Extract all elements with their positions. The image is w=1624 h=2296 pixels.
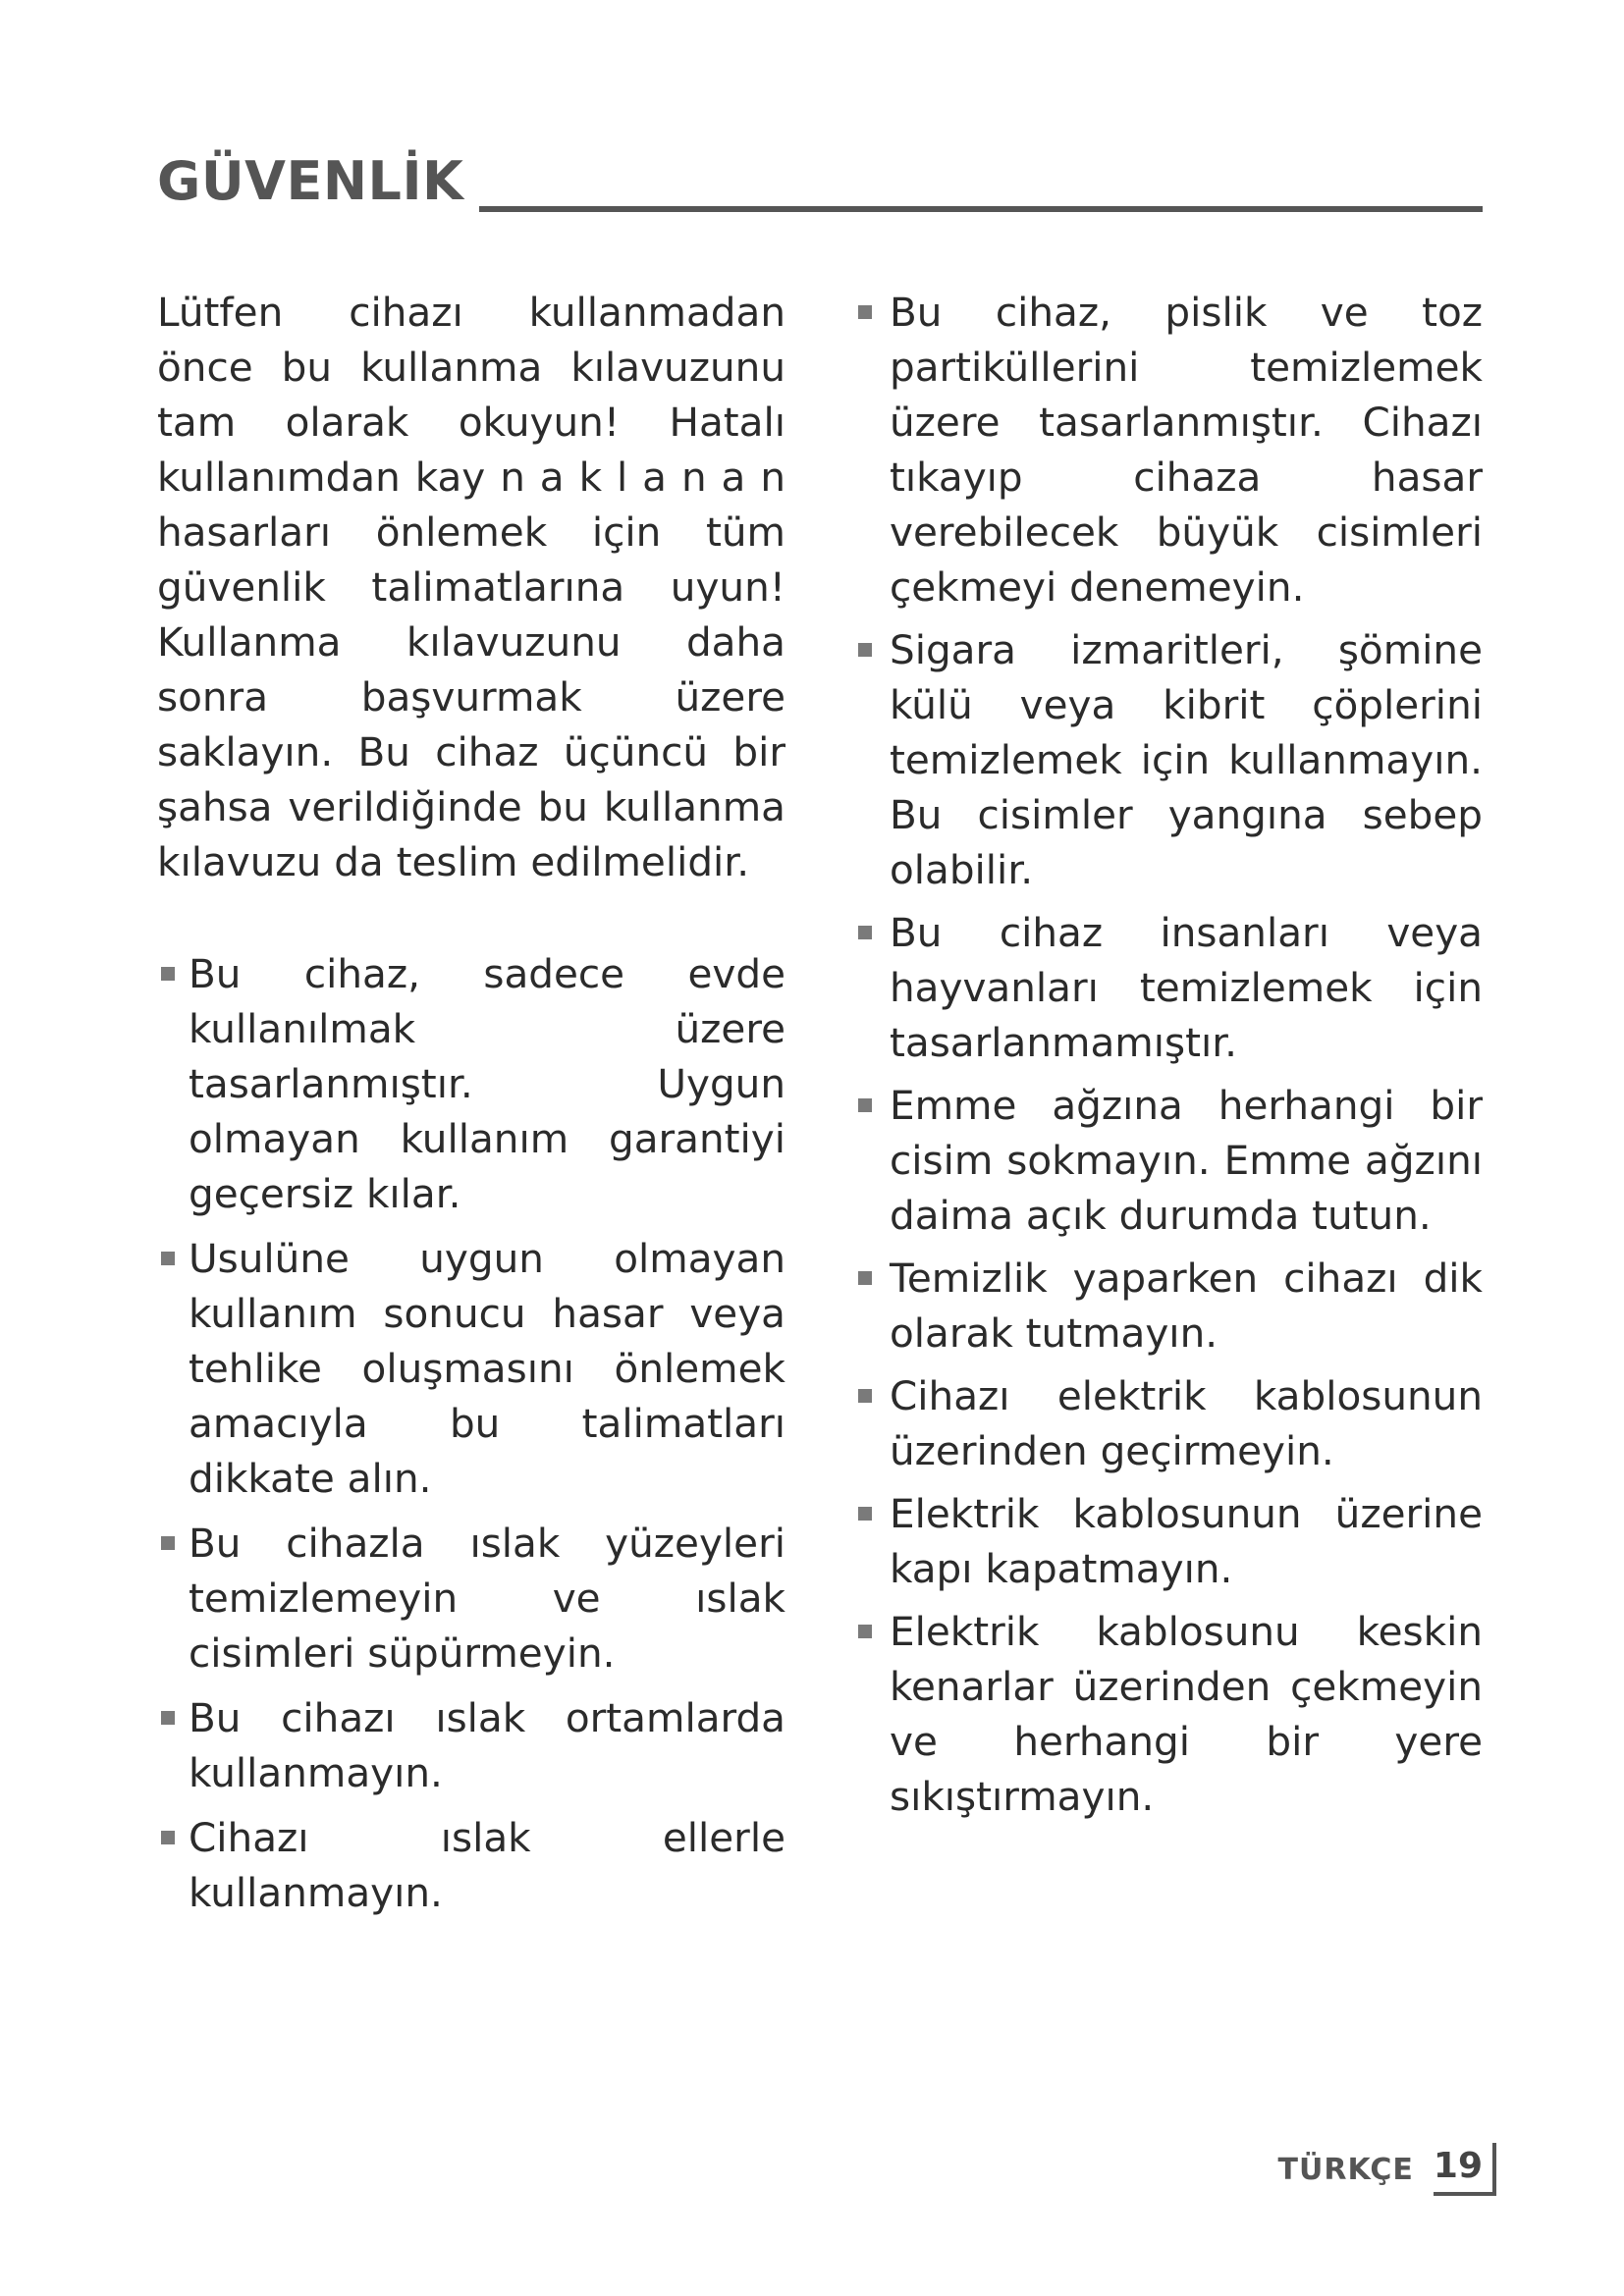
bullet-text: Bu cihazı ıslak ortamlarda kullanmayın. xyxy=(189,1694,785,1796)
square-bullet-icon xyxy=(858,926,872,939)
bullet-text: Elektrik kablosunun üzerine kapı kapatmayın. xyxy=(890,1490,1483,1592)
bullet-text: Bu cihaz insanları veya hayvanları temizlemek için tasarlanmamıştır. xyxy=(890,909,1483,1066)
square-bullet-icon xyxy=(161,1711,175,1725)
square-bullet-icon xyxy=(161,1831,175,1844)
bullet-item xyxy=(854,905,1483,1070)
right-column xyxy=(854,285,1483,1832)
square-bullet-icon xyxy=(858,1389,872,1403)
title-rule xyxy=(479,206,1483,212)
bullet-item xyxy=(157,946,785,1221)
bullet-item xyxy=(854,1368,1483,1478)
bullet-text: Cihazı ıslak ellerle kullanmayın. xyxy=(189,1814,785,1916)
page-footer xyxy=(1278,2140,1496,2199)
bullet-item xyxy=(854,1251,1483,1361)
bullet-item xyxy=(854,285,1483,614)
bullet-text: Cihazı elektrik kablosunun üzerinden geçirmeyin. xyxy=(890,1372,1483,1474)
square-bullet-icon xyxy=(161,1252,175,1265)
square-bullet-icon xyxy=(858,1098,872,1112)
square-bullet-icon xyxy=(161,967,175,981)
page-number: 19 xyxy=(1434,2143,1496,2196)
bullet-text: Emme ağzına herhangi bir cisim sokmayın. Emme ağzını daima açık durumda tutun. xyxy=(890,1082,1483,1239)
bullet-text: Temizlik yaparken cihazı dik olarak tutmayın. xyxy=(890,1255,1483,1357)
bullet-item xyxy=(854,1604,1483,1824)
bullet-text: Usulüne uygun olmayan kullanım sonucu hasar veya tehlike oluşmasını önlemek amacıyla bu talimatları dikkate alın. xyxy=(189,1235,785,1502)
bullet-text: Bu cihazla ıslak yüzeyleri temizlemeyin ve ıslak cisimleri süpürmeyin. xyxy=(189,1520,785,1677)
square-bullet-icon xyxy=(858,643,872,657)
square-bullet-icon xyxy=(161,1536,175,1550)
intro-paragraph: Lütfen cihazı kullanmadan önce bu kullanma kılavuzunu tam olarak okuyun! Hatalı kullanımdan kay n a k l a n a n hasarları önlemek için tüm güvenlik talimatlarına uyun! Kullanma kılavuzunu daha sonra başvurmak üzere saklayın. Bu cihaz üçüncü bir şahsa verildiğinde bu kullanma kılavuzu da teslim edilmelidir. xyxy=(157,289,785,885)
bullet-text: Bu cihaz, sadece evde kullanılmak üzere tasarlanmıştır. Uygun olmayan kullanım garantiyi geçersiz kılar. xyxy=(189,950,785,1217)
bullet-item xyxy=(854,622,1483,897)
bullet-item xyxy=(157,1231,785,1506)
square-bullet-icon xyxy=(858,1625,872,1638)
bullet-text: Elektrik kablosunu keskin kenarlar üzerinden çekmeyin ve herhangi bir yere sıkıştırmayın. xyxy=(890,1608,1483,1820)
section-header xyxy=(157,147,1483,216)
bullet-item xyxy=(157,1810,785,1920)
square-bullet-icon xyxy=(858,1507,872,1521)
square-bullet-icon xyxy=(858,1271,872,1285)
bullet-item xyxy=(854,1486,1483,1596)
bullet-item xyxy=(157,1690,785,1800)
bullet-text: Bu cihaz, pislik ve toz partiküllerini temizlemek üzere tasarlanmıştır. Cihazı tıkayıp cihaza hasar verebilecek büyük cisimleri çekmeyi denemeyin. xyxy=(890,289,1483,611)
square-bullet-icon xyxy=(858,305,872,319)
bullet-text: Sigara izmaritleri, şömine külü veya kibrit çöplerini temizlemek için kullanmayın. Bu cisimler yangına sebep olabilir. xyxy=(890,626,1483,893)
section-title: GÜVENLİK xyxy=(157,150,464,212)
left-column xyxy=(157,285,785,1930)
footer-language: TÜRKÇE xyxy=(1277,2152,1414,2187)
bullet-item xyxy=(854,1078,1483,1243)
bullet-item xyxy=(157,1516,785,1681)
